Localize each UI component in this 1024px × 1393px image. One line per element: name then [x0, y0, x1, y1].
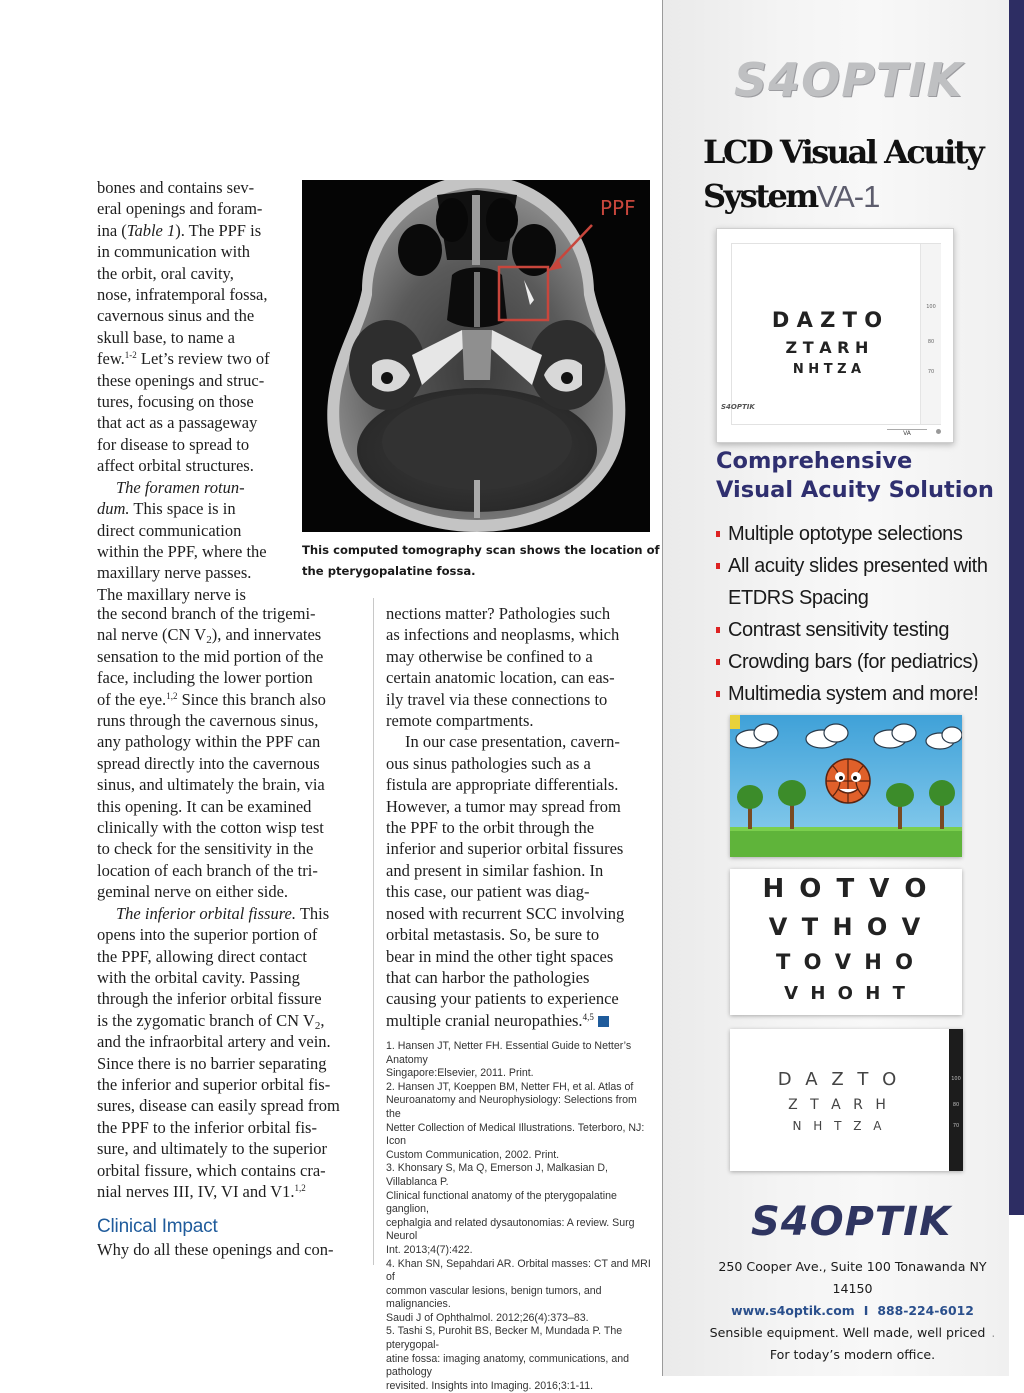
text-line: remote compartments.	[386, 711, 534, 731]
optotype-row: Z T A R H	[785, 338, 869, 357]
basketball-character-icon	[826, 759, 870, 803]
ad-title-line2: SystemVA-1	[703, 177, 880, 215]
text-line: the PPF to the inferior orbital fis-	[97, 1117, 317, 1137]
text-line: sures, disease can easily spread from	[97, 1096, 340, 1116]
reference-line: Netter Collection of Medical Illustrations. Teterboro, NJ: Icon	[386, 1121, 645, 1148]
article-column-1	[97, 177, 287, 605]
reference-line: revisited. Insights into Imaging. 2016;3:1-11.	[386, 1379, 594, 1392]
text-line: through the inferior orbital fissure	[97, 989, 322, 1009]
text-line: that act as a passageway	[97, 413, 258, 433]
feature-item: Contrast sensitivity testing	[716, 614, 1016, 646]
reference-line: 2. Hansen JT, Koeppen BM, Netter FH, et al. Atlas of	[386, 1080, 634, 1093]
text-line: face, including the lower portion	[97, 668, 313, 688]
scale-value: 80	[927, 339, 935, 345]
reference-item	[386, 1258, 654, 1326]
reference-line: 5. Tashi S, Purohit BS, Becker M, Mundada P. The pterygopal-	[386, 1325, 623, 1352]
text-line: within the PPF, where the	[97, 541, 267, 561]
text-line: nections matter? Pathologies such	[386, 604, 611, 623]
ad-tagline: For today’s modern office.	[769, 1347, 936, 1362]
text-line: ily travel via these connections to	[386, 689, 608, 709]
text-line: ous sinus pathologies such as a	[386, 753, 591, 773]
text-line: affect orbital structures.	[97, 456, 254, 476]
text-line: cavernous sinus and the	[97, 306, 255, 326]
text-line: sensation to the mid portion of the	[97, 646, 324, 666]
text-line: The inferior orbital fissure. This	[116, 903, 330, 923]
text-line: direct communication	[97, 520, 242, 540]
text-line: may otherwise be confined to a	[386, 646, 593, 666]
text-line: the PPF to the orbit through the	[386, 818, 595, 838]
text-line: eral openings and foram-	[97, 199, 263, 219]
text-line: fistula are appropriate differentials.	[386, 775, 619, 795]
phone-number: 888-224-6012	[877, 1303, 974, 1318]
text-line: location of each branch of the tri-	[97, 860, 318, 880]
text-line: Why do all these openings and con-	[97, 1239, 334, 1259]
scale-value: 70	[927, 369, 935, 375]
caption-line: This computed tomography scan shows the location of	[302, 543, 660, 557]
reference-item	[386, 1081, 654, 1163]
references	[386, 1040, 654, 1393]
article-column-3	[386, 603, 650, 1031]
ad-model: VA-1	[816, 179, 880, 214]
optotype-row: T O V H O	[775, 950, 917, 974]
text-line: In our case presentation, cavern-	[405, 732, 620, 752]
reference-item	[386, 1162, 654, 1257]
text-line: spread directly into the cavernous	[97, 753, 320, 773]
text-line: the orbit, oral cavity,	[97, 263, 234, 283]
ad-subhead	[716, 447, 1016, 505]
hotv-chart-image	[730, 869, 962, 1015]
ad-tagline: Sensible equipment. Well made, well priced .	[709, 1325, 996, 1340]
caption-line: the pterygopalatine fossa.	[302, 564, 476, 578]
scale-value: 80	[952, 1102, 960, 1108]
ct-scan-image	[302, 180, 650, 532]
subheading-foramen-rotundum: The foramen rotun-	[116, 477, 245, 497]
reference-line: 1. Hansen JT, Netter FH. Essential Guide to Netter’s Anatomy	[386, 1040, 632, 1066]
text-line: that can harbor the pathologies	[386, 967, 590, 987]
reference-line: 4. Khan SN, Sepahdari AR. Orbital masses: CT and MRI of	[386, 1257, 651, 1284]
text-line: orbital fissure, which contains cra-	[97, 1160, 326, 1180]
text-line: this opening. It can be examined	[97, 796, 312, 816]
ad-subhead-line: Visual Acuity Solution	[716, 477, 994, 503]
reference-line: common vascular lesions, benign tumors, and malignancies.	[386, 1284, 602, 1311]
text-line: maxillary nerve passes.	[97, 563, 252, 583]
ppf-label: PPF	[600, 196, 636, 220]
text-line: orbital metastasis. So, be sure to	[386, 925, 600, 945]
text-line: multiple cranial neuropathies.$^{4,5}$	[386, 1010, 650, 1031]
section-heading-clinical-impact: Clinical Impact	[97, 1216, 218, 1238]
text-line: opens into the superior portion of	[97, 925, 318, 945]
optotype-row: D A Z T O	[777, 1069, 901, 1090]
reference-line: atine fossa: imaging anatomy, communications, and pathology	[386, 1352, 629, 1379]
ad-title	[703, 130, 1023, 219]
reference-line: Custom Communication, 2002. Print.	[386, 1148, 560, 1161]
scale-value: 100	[926, 304, 936, 310]
text-line: Since there is no barrier separating	[97, 1053, 327, 1073]
feature-item: Crowding bars (for pediatrics)	[716, 646, 1016, 678]
text-line: dum. This space is in	[97, 499, 236, 519]
text-line: tures, focusing on those	[97, 392, 254, 412]
monitor-screen	[731, 243, 941, 425]
text-line: The maxillary nerve is	[97, 584, 246, 604]
contact-separator: I	[863, 1303, 869, 1318]
text-line: geminal nerve on either side.	[97, 882, 289, 902]
cartoon-graphic	[730, 715, 962, 857]
ad-footer	[700, 1256, 1005, 1366]
text-line: nial nerves III, IV, VI and V1.$^{1,2}$	[97, 1181, 306, 1201]
scale-value: 100	[951, 1076, 961, 1082]
text-line: bones and contains sev-	[97, 178, 255, 197]
acuity-scale	[920, 244, 941, 424]
feature-item: Multimedia system and more!	[716, 678, 1016, 710]
text-line: the second branch of the trigemi-	[97, 604, 316, 623]
text-line: causing your patients to experience	[386, 989, 619, 1009]
ad-contact	[700, 1300, 1005, 1322]
text-line: and the infraorbital artery and vein.	[97, 1032, 331, 1052]
optotype-row: D A Z T O	[771, 308, 883, 332]
column-rule	[373, 598, 374, 1265]
reference-line: cephalgia and related dysautonomias: A review. Surg Neurol	[386, 1216, 635, 1243]
text-line: the PPF, allowing direct contact	[97, 946, 307, 966]
optotype-row: N H T Z A	[792, 1119, 886, 1133]
text-line: ina (Table 1). The PPF is	[97, 220, 262, 240]
reference-item	[386, 1325, 654, 1393]
text-line: nal nerve (CN $V_2$), and innervates	[97, 625, 322, 647]
text-line: nosed with recurrent SCC involving	[386, 903, 625, 923]
s4optik-logo-top: S4OPTIK	[733, 53, 964, 107]
text-line: nose, infratemporal fossa,	[97, 285, 268, 305]
text-line: skull base, to name a	[97, 327, 235, 347]
reference-line: Clinical functional anatomy of the pterygopalatine ganglion,	[386, 1189, 617, 1216]
feature-item: All acuity slides presented with	[716, 550, 1016, 582]
text-line: sinus, and ultimately the brain, via	[97, 775, 325, 795]
acuity-scale	[949, 1029, 963, 1171]
text-line: However, a tumor may spread from	[386, 796, 621, 816]
text-line: and present in similar fashion. In	[386, 860, 604, 880]
text-line: any pathology within the PPF can	[97, 732, 321, 752]
letter-chart-image	[730, 1029, 963, 1171]
feature-item: Multiple optotype selections	[716, 518, 1016, 550]
optotype-row: H O T V O	[762, 874, 930, 904]
ad-feature-list	[716, 518, 1016, 710]
text-line: inferior and superior orbital fissures	[386, 839, 624, 859]
text-line: clinically with the cotton wisp test	[97, 818, 324, 838]
text-line: this case, our patient was diag-	[386, 882, 590, 902]
reference-line: Singapore:Elsevier, 2011. Print.	[386, 1067, 534, 1080]
reference-line: Saudi J of Ophthalmol. 2012;26(4):373–83.	[386, 1311, 589, 1324]
power-button-icon	[936, 429, 941, 434]
reference-item	[386, 1040, 654, 1081]
s4optik-logo-bottom: S4OPTIK	[750, 1199, 952, 1245]
text-line: sure, and ultimately to the superior	[97, 1139, 328, 1159]
text-line: of the eye.$^{1,2}$ Since this branch also	[97, 689, 326, 709]
text-line: bear in mind the other tight spaces	[386, 946, 614, 966]
monitor-brand: S4OPTIK	[721, 403, 755, 411]
reference-line: Neuroanatomy and Neurophysiology: Selections from the	[386, 1094, 637, 1120]
ad-address: 250 Cooper Ave., Suite 100 Tonawanda NY 14150	[718, 1259, 987, 1296]
text-line: certain anatomic location, can eas-	[386, 668, 615, 688]
end-mark-icon	[598, 1016, 609, 1027]
text-line: the inferior and superior orbital fis-	[97, 1074, 331, 1094]
optotype-row: Z T A R H	[788, 1097, 890, 1113]
article-column-2	[97, 603, 365, 1260]
optotype-row: V H O H T	[784, 983, 908, 1004]
pediatric-cartoon-image	[730, 715, 962, 857]
lcd-monitor-image	[716, 228, 954, 443]
text-line: in communication with	[97, 242, 251, 262]
optotype-row: V T H O V	[768, 913, 924, 941]
text-line: is the zygomatic branch of CN $V_2$,	[97, 1010, 325, 1032]
text-line: for disease to spread to	[97, 434, 250, 454]
text-line: as infections and neoplasms, which	[386, 625, 620, 645]
text-line: few.$^{1-2}$ Let’s review two of	[97, 349, 270, 369]
reference-line: Int. 2013;4(7):422.	[386, 1243, 473, 1256]
text-line: runs through the cavernous sinus,	[97, 711, 319, 731]
feature-item-continuation: ETDRS Spacing	[728, 587, 869, 609]
ad-subhead-line: Comprehensive	[716, 448, 913, 474]
website-link[interactable]: www.s4optik.com	[731, 1303, 855, 1318]
text-line: these openings and struc-	[97, 370, 265, 390]
optotype-row: N H T Z A	[792, 362, 862, 377]
subheading-inferior-orbital-fissure: The inferior orbital fissure.	[116, 903, 296, 923]
text-line: to check for the sensitivity in the	[97, 839, 314, 859]
scale-value: 70	[952, 1123, 960, 1129]
reference-line: 3. Khonsary S, Ma Q, Emerson J, Malkasian D, Villablanca P.	[386, 1162, 608, 1188]
text-line: with the orbital cavity. Passing	[97, 967, 300, 987]
figure-caption	[302, 540, 662, 582]
monitor-model: VA	[887, 429, 927, 437]
ad-title-line1: LCD Visual Acuity	[703, 133, 983, 171]
ct-scan-graphic	[302, 180, 650, 532]
